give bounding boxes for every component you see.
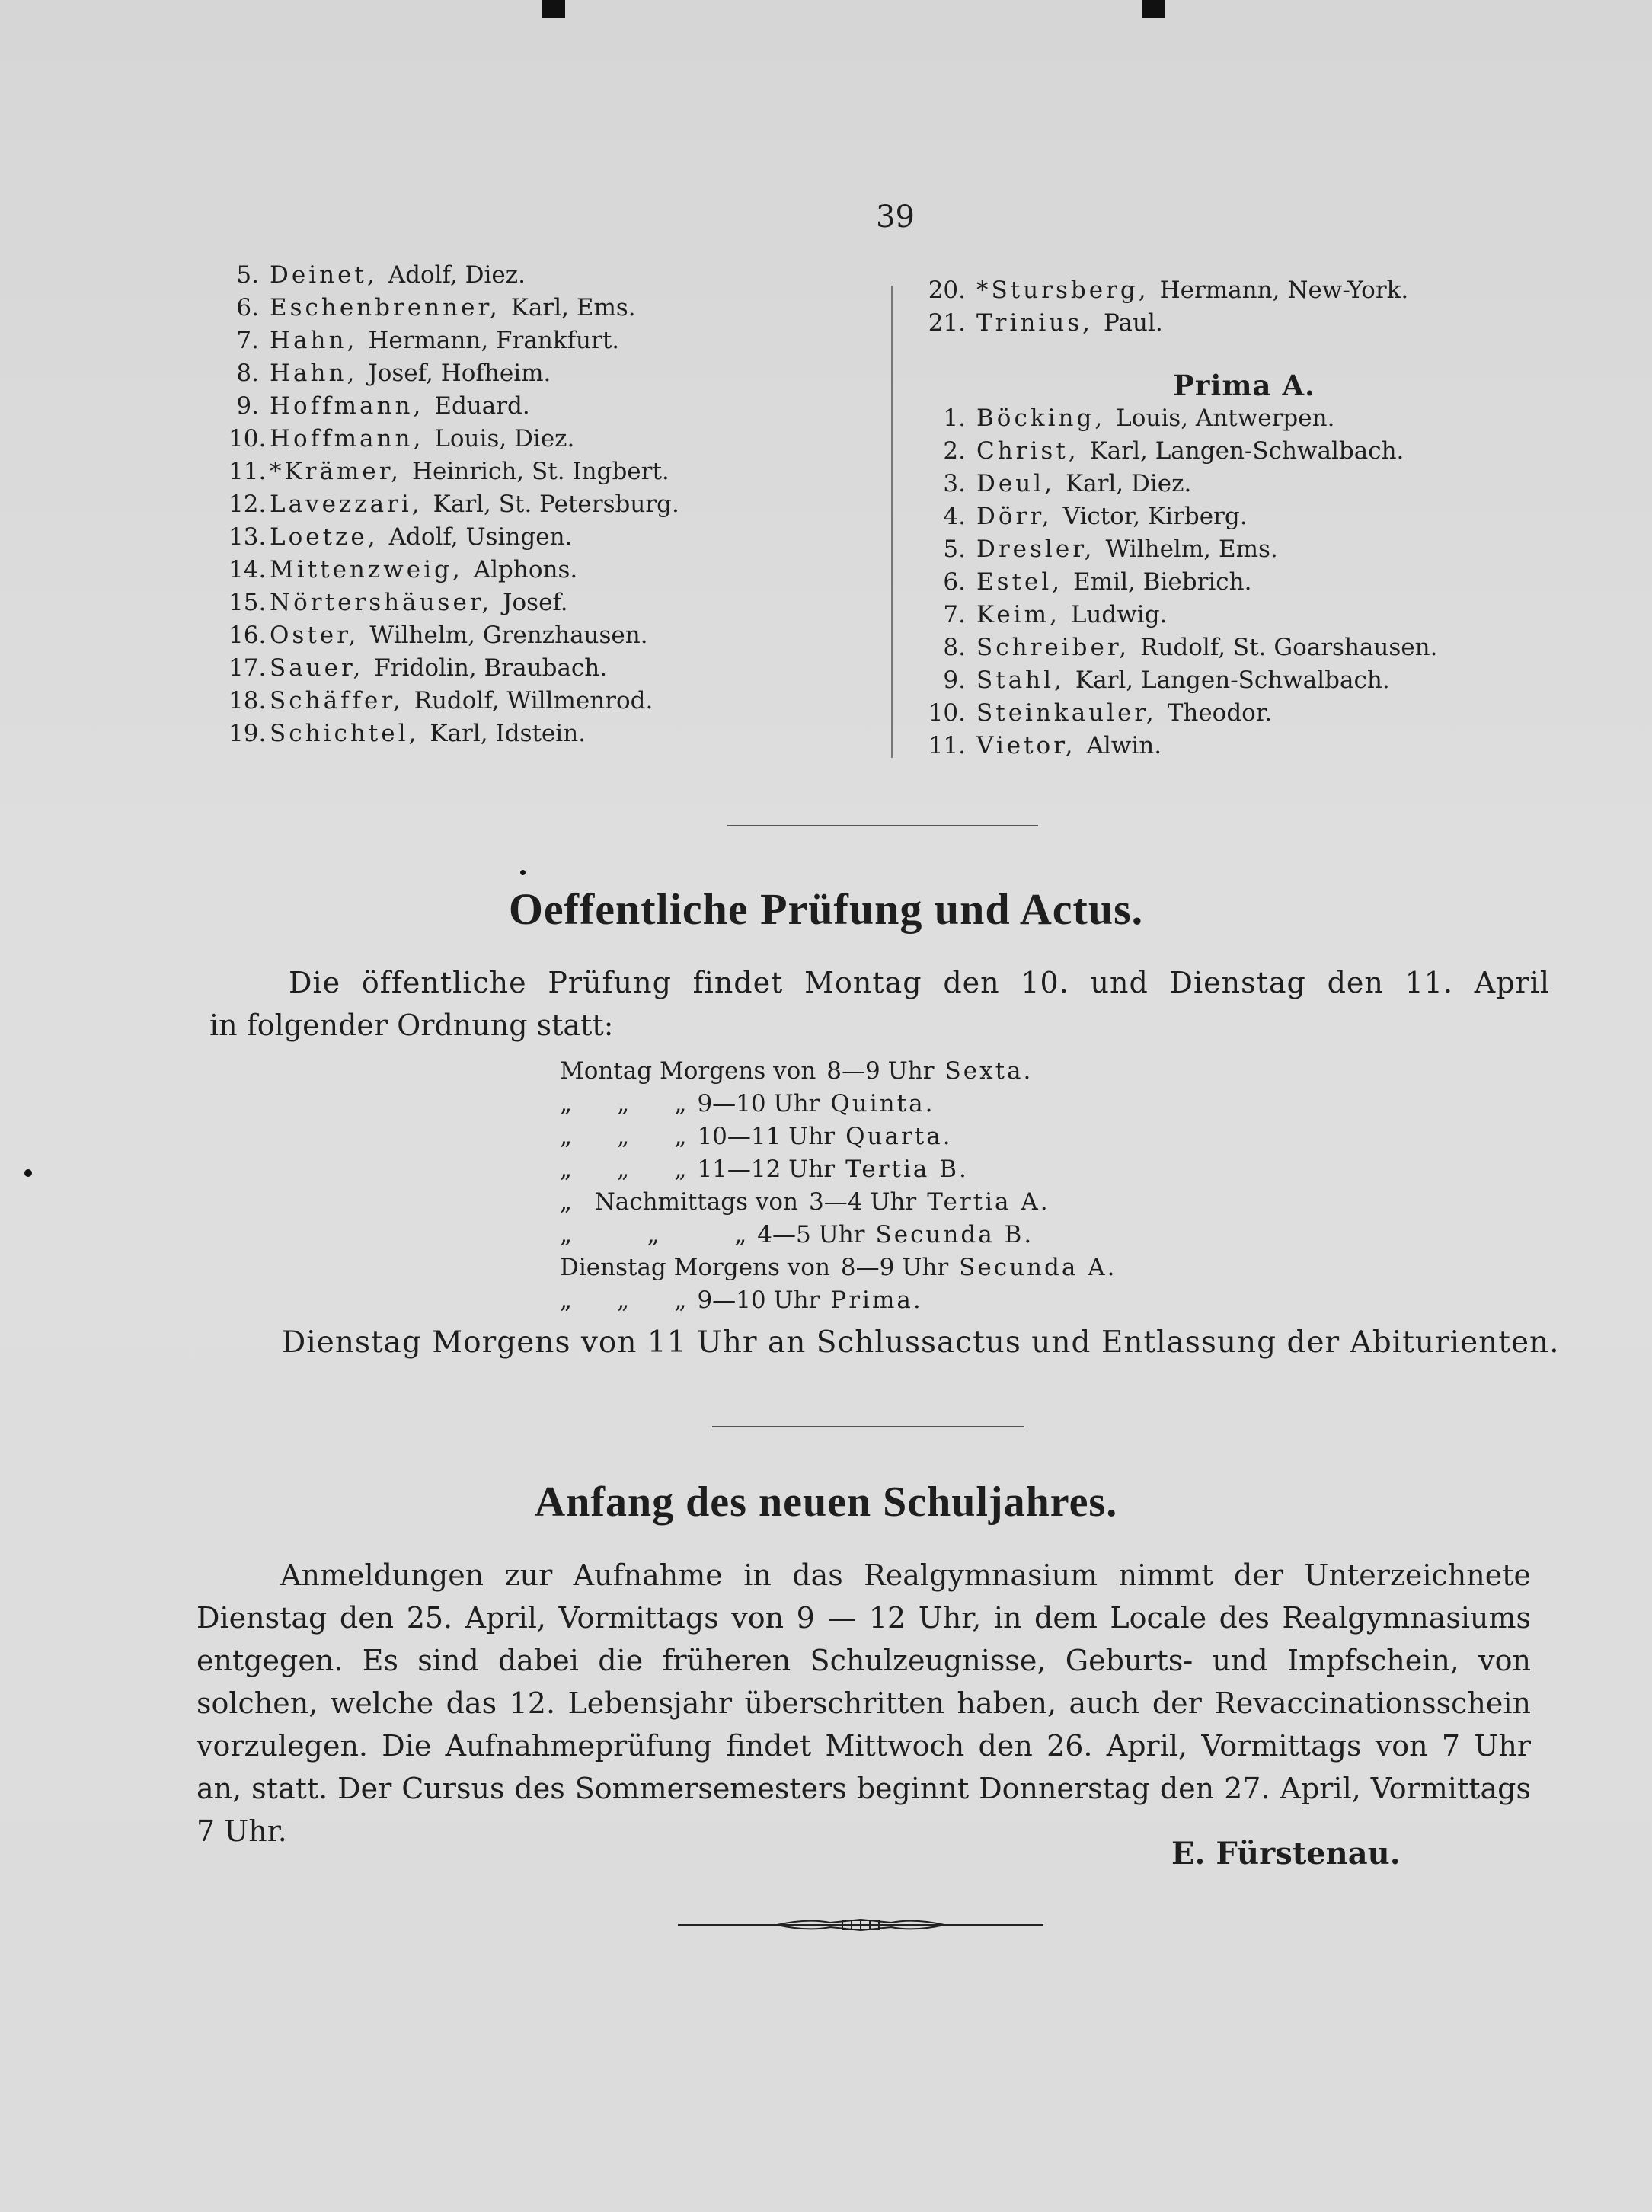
schedule-time: 10—11 Uhr [697,1123,836,1150]
schedule-day: Dienstag Morgens von [560,1254,830,1281]
student-surname: *Stursberg, [976,276,1149,304]
student-details: Karl, Diez. [1065,470,1192,497]
student-details: Adolf, Diez. [388,261,526,289]
pruefung-closing-line: Dienstag Morgens von 11 Uhr an Schlussactus und Entlassung der Abiturienten. [282,1325,1560,1360]
prima-a-list [923,402,1437,762]
schedule-row [560,1186,1117,1219]
list-item [228,423,679,456]
list-number: 3. [943,470,966,497]
student-surname: Böcking, [976,404,1106,432]
schedule-class: Secunda A. [959,1254,1117,1281]
schedule-day: „ Nachmittags von [560,1188,799,1216]
student-surname: Lavezzari, [270,491,423,518]
student-surname: Deul, [976,470,1055,497]
list-number: 7. [236,327,259,354]
student-surname: Oster, [270,622,359,649]
schedule-row [560,1284,1117,1317]
list-number: 1. [943,404,966,432]
list-number: 19. [228,720,267,747]
schedule-time: 9—10 Uhr [697,1287,820,1314]
student-surname: Mittenzweig, [270,556,463,583]
signature: E. Fürstenau. [1171,1836,1401,1872]
section-divider-2 [712,1426,1024,1427]
list-number: 11. [928,732,966,759]
student-surname: Deinet, [270,261,378,289]
student-details: Karl, Ems. [510,294,636,321]
schedule-time: 4—5 Uhr [757,1221,865,1248]
student-surname: Loetze, [270,523,379,551]
list-number: 17. [228,654,267,682]
student-details: Rudolf, St. Goarshausen. [1140,634,1438,661]
student-surname: Hoffmann, [270,425,424,452]
student-details: Karl, Langen-Schwalbach. [1075,666,1390,694]
list-item [923,631,1437,664]
student-surname: Estel, [976,568,1063,596]
pruefung-intro [209,961,1550,1047]
binding-mark-right [1142,0,1165,18]
pruefung-intro-line2: in folgender Ordnung statt: [209,1009,614,1042]
student-details: Emil, Biebrich. [1073,568,1252,596]
student-details: Heinrich, St. Ingbert. [411,458,669,485]
list-item [923,664,1437,697]
schedule-time: 11—12 Uhr [697,1156,836,1183]
list-item [923,730,1437,762]
list-item [228,292,679,324]
schedule-class: Prima. [830,1287,923,1314]
schedule-time: 3—4 Uhr [809,1188,917,1216]
pruefung-intro-line1: Die öffentliche Prüfung findet Montag den 10. und Dienstag den 11. April [289,966,1550,999]
student-surname: Sauer, [270,654,364,682]
schedule-row [560,1120,1117,1153]
list-number: 14. [228,556,267,583]
schedule-class: Tertia B. [845,1156,969,1183]
ink-speck [24,1169,32,1177]
list-number: 9. [943,666,966,694]
section-divider-1 [727,825,1038,826]
list-number: 5. [236,261,259,289]
list-number: 10. [928,699,966,727]
list-item [923,468,1437,500]
student-details: Josef. [503,589,568,616]
schedule-row [560,1055,1117,1088]
list-item [923,533,1437,566]
student-details: Wilhelm, Grenzhausen. [369,622,648,649]
list-item [923,435,1437,468]
student-surname: Dresler, [976,535,1095,563]
column-divider [891,286,893,758]
student-list-left [228,259,679,750]
student-surname: Stahl, [976,666,1065,694]
ornament-divider [678,1913,1043,1936]
list-item [228,652,679,685]
list-number: 18. [228,687,267,714]
list-item [228,718,679,750]
student-details: Eduard. [434,392,530,420]
schedule-class: Tertia A. [927,1188,1050,1216]
student-details: Louis, Diez. [434,425,575,452]
student-details: Louis, Antwerpen. [1116,404,1335,432]
schedule-day: „ „ „ [560,1090,687,1117]
student-details: Fridolin, Braubach. [374,654,608,682]
list-item [923,697,1437,730]
student-surname: Dörr, [976,503,1053,530]
student-surname: Eschenbrenner, [270,294,500,321]
student-details: Hermann, New-York. [1159,276,1409,304]
schedule-day: „ „ „ [560,1221,747,1248]
list-number: 16. [228,622,267,649]
student-surname: Hahn, [270,327,358,354]
student-details: Alwin. [1086,732,1162,759]
student-details: Hermann, Frankfurt. [368,327,620,354]
student-details: Theodor. [1167,699,1273,727]
list-item [923,566,1437,599]
list-number: 21. [928,309,966,337]
student-surname: Hoffmann, [270,392,424,420]
list-item [228,456,679,488]
schedule-row [560,1219,1117,1251]
section-heading-pruefung: Oeffentliche Prüfung und Actus. [508,884,1144,934]
list-item [228,554,679,587]
list-item [228,619,679,652]
schedule-row [560,1088,1117,1120]
student-surname: Schreiber, [976,634,1130,661]
list-item [923,274,1408,307]
list-item [923,500,1437,533]
list-item [228,521,679,554]
list-number: 11. [228,458,267,485]
student-surname: Schäffer, [270,687,404,714]
list-number: 2. [943,437,966,465]
list-item [923,402,1437,435]
list-item [923,599,1437,631]
list-item [228,259,679,292]
student-surname: Nörtershäuser, [270,589,493,616]
student-surname: *Krämer, [270,458,401,485]
student-surname: Steinkauler, [976,699,1157,727]
schedule-time: 8—9 Uhr [826,1057,935,1085]
schedule-class: Sexta. [944,1057,1034,1085]
section-heading-schuljahr: Anfang des neuen Schuljahres. [534,1478,1118,1526]
schedule-time: 9—10 Uhr [697,1090,820,1117]
list-number: 20. [928,276,966,304]
list-item [228,324,679,357]
ink-speck [520,870,526,875]
student-list-right-top [923,274,1408,340]
schedule-class: Quinta. [830,1090,935,1117]
list-item [228,587,679,619]
schedule-row [560,1251,1117,1284]
schedule-row [560,1153,1117,1186]
list-number: 6. [236,294,259,321]
student-details: Paul. [1104,309,1163,337]
student-details: Victor, Kirberg. [1062,503,1248,530]
student-details: Karl, St. Petersburg. [433,491,679,518]
student-details: Josef, Hofheim. [368,360,551,387]
list-item [228,488,679,521]
prima-a-heading: Prima A. [1173,369,1315,402]
student-surname: Trinius, [976,309,1094,337]
list-number: 7. [943,601,966,628]
list-number: 4. [943,503,966,530]
list-number: 13. [228,523,267,551]
list-number: 9. [236,392,259,420]
schedule-day: Montag Morgens von [560,1057,816,1085]
student-surname: Hahn, [270,360,358,387]
page-number: 39 [876,200,915,235]
list-number: 10. [228,425,267,452]
student-surname: Schichtel, [270,720,420,747]
schedule-day: „ „ „ [560,1287,687,1314]
list-item [228,685,679,718]
student-details: Adolf, Usingen. [388,523,573,551]
student-details: Karl, Idstein. [430,720,586,747]
schedule-class: Secunda B. [875,1221,1034,1248]
student-details: Rudolf, Willmenrod. [414,687,653,714]
list-item [228,357,679,390]
schedule-day: „ „ „ [560,1123,687,1150]
list-number: 12. [228,491,267,518]
binding-mark-left [542,0,565,18]
student-details: Ludwig. [1070,601,1168,628]
list-number: 8. [236,360,259,387]
student-surname: Keim, [976,601,1060,628]
student-surname: Christ, [976,437,1079,465]
student-details: Alphons. [473,556,578,583]
student-details: Wilhelm, Ems. [1105,535,1278,563]
list-number: 15. [228,589,267,616]
schedule-class: Quarta. [845,1123,953,1150]
student-surname: Vietor, [976,732,1076,759]
exam-schedule [560,1055,1117,1317]
list-number: 5. [943,535,966,563]
schuljahr-paragraph: Anmeldungen zur Aufnahme in das Realgymnasium nimmt der Unterzeichnete Dienstag den 25. April, Vormittags von 9 — 12 Uhr, in dem Locale des Realgymnasiums entgegen. Es sind dabei die früheren Schulzeugnisse, Geburts- und Impfschein, von solchen, welche das 12. Lebensjahr überschritten haben, auch der Revaccinationsschein vorzulegen. Die Aufnahmeprüfung findet Mittwoch den 26. April, Vormittags von 7 Uhr an, statt. Der Cursus des Sommersemesters beginnt Donnerstag den 27. April, Vormittags 7 Uhr. [197,1558,1531,1848]
student-details: Karl, Langen-Schwalbach. [1089,437,1404,465]
schedule-day: „ „ „ [560,1156,687,1183]
list-item [923,307,1408,340]
list-number: 6. [943,568,966,596]
schedule-time: 8—9 Uhr [840,1254,949,1281]
list-item [228,390,679,423]
list-number: 8. [943,634,966,661]
